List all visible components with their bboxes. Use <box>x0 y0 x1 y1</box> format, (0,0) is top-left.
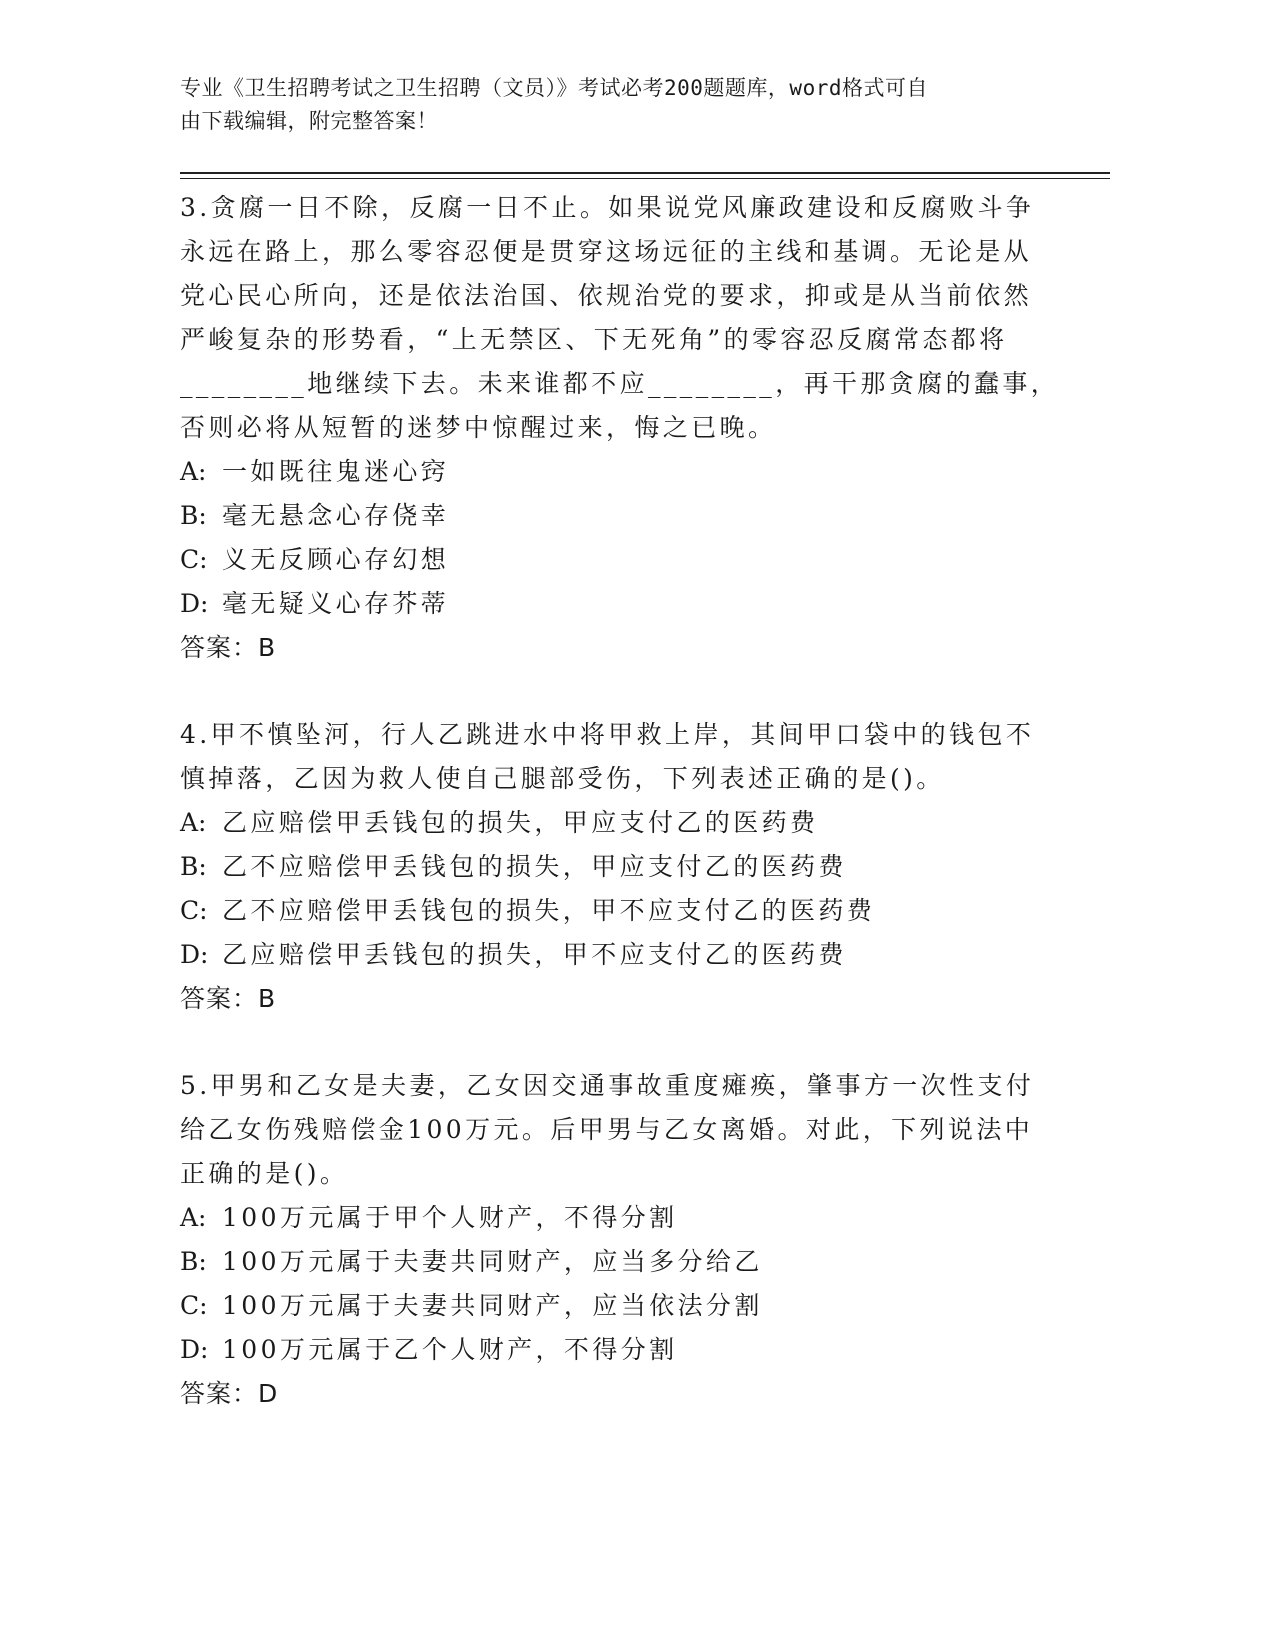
question-3-line-5: ________地继续下去。未来谁都不应________，再干那贪腐的蠢事， <box>180 369 1060 398</box>
question-3-option-c <box>180 538 1060 582</box>
question-4-option-c <box>180 889 1060 933</box>
question-3-line-6: 否则必将从短暂的迷梦中惊醒过来，悔之已晚。 <box>180 413 777 442</box>
question-3-option-d <box>180 582 1060 626</box>
question-5 <box>180 1064 1060 1416</box>
option-text: 毫无悬念心存侥幸 <box>222 501 450 530</box>
option-text: 毫无疑义心存芥蒂 <box>222 589 450 618</box>
question-5-option-d <box>180 1328 1060 1372</box>
question-3-line-1: 3.贪腐一日不除，反腐一日不止。如果说党风廉政建设和反腐败斗争 <box>180 193 1035 222</box>
question-3-line-3: 党心民心所向，还是依法治国、依规治党的要求，抑或是从当前依然 <box>180 281 1033 310</box>
option-key: C: <box>180 545 208 574</box>
question-3-line-4: 严峻复杂的形势看，“上无禁区、下无死角”的零容忍反腐常态都将 <box>180 325 1008 354</box>
option-key: A: <box>180 808 207 837</box>
question-3-option-b <box>180 494 1060 538</box>
option-text: 一如既往鬼迷心窍 <box>222 457 450 486</box>
option-text: 乙应赔偿甲丢钱包的损失，甲应支付乙的医药费 <box>222 808 819 837</box>
question-3 <box>180 186 1060 670</box>
question-list <box>180 186 1060 1416</box>
option-text: 100万元属于乙个人财产，不得分割 <box>222 1335 678 1364</box>
option-text: 义无反顾心存幻想 <box>222 545 450 574</box>
document-header <box>180 72 1060 138</box>
question-4-answer: 答案：B <box>180 984 277 1013</box>
question-5-line-1: 5.甲男和乙女是夫妻，乙女因交通事故重度瘫痪，肇事方一次性支付 <box>180 1071 1035 1100</box>
header-line-1: 专业《卫生招聘考试之卫生招聘（文员）》考试必考200题题库，word格式可自 <box>180 76 928 100</box>
option-key: D: <box>180 1335 209 1364</box>
question-5-option-c <box>180 1284 1060 1328</box>
option-key: A: <box>180 1203 207 1232</box>
question-4 <box>180 713 1060 1021</box>
question-3-option-a <box>180 450 1060 494</box>
question-3-line-2: 永远在路上，那么零容忍便是贯穿这场远征的主线和基调。无论是从 <box>180 237 1033 266</box>
header-line-2: 由下载编辑，附完整答案！ <box>180 109 438 133</box>
option-text: 100万元属于夫妻共同财产，应当多分给乙 <box>222 1247 763 1276</box>
header-rule-thin <box>180 178 1110 179</box>
question-4-line-1: 4.甲不慎坠河，行人乙跳进水中将甲救上岸，其间甲口袋中的钱包不 <box>180 720 1035 749</box>
question-5-line-2: 给乙女伤残赔偿金100万元。后甲男与乙女离婚。对此，下列说法中 <box>180 1115 1034 1144</box>
option-key: B: <box>180 1247 207 1276</box>
option-key: A: <box>180 457 207 486</box>
option-key: C: <box>180 896 208 925</box>
option-text: 100万元属于夫妻共同财产，应当依法分割 <box>222 1291 763 1320</box>
option-key: B: <box>180 501 207 530</box>
question-spacer <box>180 670 1060 713</box>
question-5-option-a <box>180 1196 1060 1240</box>
option-text: 100万元属于甲个人财产，不得分割 <box>222 1203 678 1232</box>
question-4-option-d <box>180 933 1060 977</box>
option-key: B: <box>180 852 207 881</box>
question-4-line-2: 慎掉落，乙因为救人使自己腿部受伤，下列表述正确的是()。 <box>180 764 945 793</box>
question-4-option-a <box>180 801 1060 845</box>
question-5-answer: 答案：D <box>180 1379 279 1408</box>
option-key: C: <box>180 1291 208 1320</box>
question-5-line-3: 正确的是()。 <box>180 1159 349 1188</box>
question-4-option-b <box>180 845 1060 889</box>
option-key: D: <box>180 940 209 969</box>
option-key: D: <box>180 589 209 618</box>
header-rule-thick <box>180 172 1110 174</box>
option-text: 乙应赔偿甲丢钱包的损失，甲不应支付乙的医药费 <box>222 940 847 969</box>
question-spacer <box>180 1021 1060 1064</box>
option-text: 乙不应赔偿甲丢钱包的损失，甲应支付乙的医药费 <box>222 852 847 881</box>
question-3-answer: 答案：B <box>180 633 277 662</box>
option-text: 乙不应赔偿甲丢钱包的损失，甲不应支付乙的医药费 <box>222 896 876 925</box>
question-5-option-b <box>180 1240 1060 1284</box>
